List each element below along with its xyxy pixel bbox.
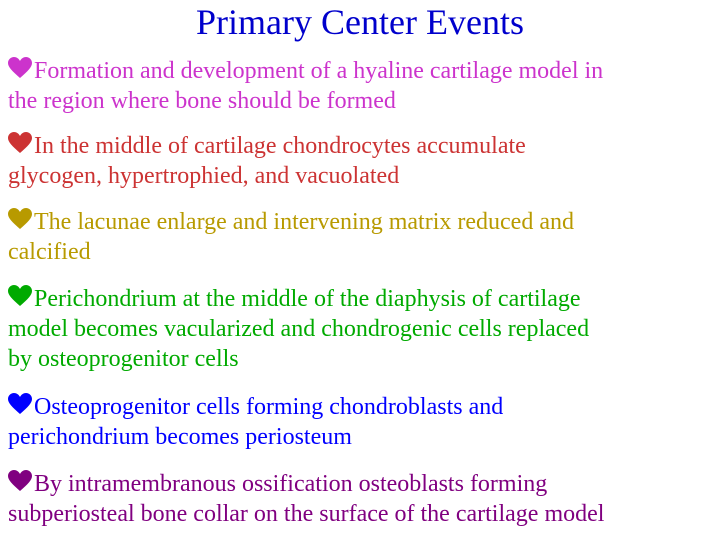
bullet-line-2: model becomes vacularized and chondrogenic cells replaced <box>8 316 590 342</box>
bullet-formation <box>8 56 712 116</box>
bullet-line-1: Formation and development of a hyaline cartilage model in <box>34 58 604 84</box>
bullet-line-1: Osteoprogenitor cells forming chondroblasts and <box>34 394 504 420</box>
bullet-osteoprogenitor <box>8 392 712 452</box>
heart-icon <box>8 208 32 230</box>
bullet-perichondrium <box>8 284 712 374</box>
bullet-line-1: Perichondrium at the middle of the diaphysis of cartilage <box>34 286 581 312</box>
bullet-ossification <box>8 469 712 529</box>
bullet-line-1: In the middle of cartilage chondrocytes accumulate <box>34 133 526 159</box>
slide-title: Primary Center Events <box>196 2 524 42</box>
heart-icon <box>8 393 32 415</box>
bullet-lacunae <box>8 207 712 267</box>
bullet-line-1: The lacunae enlarge and intervening matrix reduced and <box>34 209 574 235</box>
heart-icon <box>8 132 32 154</box>
heart-icon <box>8 57 32 79</box>
bullet-chondrocytes <box>8 131 712 191</box>
bullet-line-1: By intramembranous ossification osteoblasts forming <box>34 471 548 497</box>
heart-icon <box>8 285 32 307</box>
bullet-line-2: subperiosteal bone collar on the surface of the cartilage model <box>8 501 605 527</box>
bullet-line-2: glycogen, hypertrophied, and vacuolated <box>8 163 400 189</box>
heart-icon <box>8 470 32 492</box>
bullet-line-3: by osteoprogenitor cells <box>8 346 239 372</box>
bullet-line-2: the region where bone should be formed <box>8 88 396 114</box>
bullet-line-2: calcified <box>8 239 91 265</box>
bullet-line-2: perichondrium becomes periosteum <box>8 424 352 450</box>
